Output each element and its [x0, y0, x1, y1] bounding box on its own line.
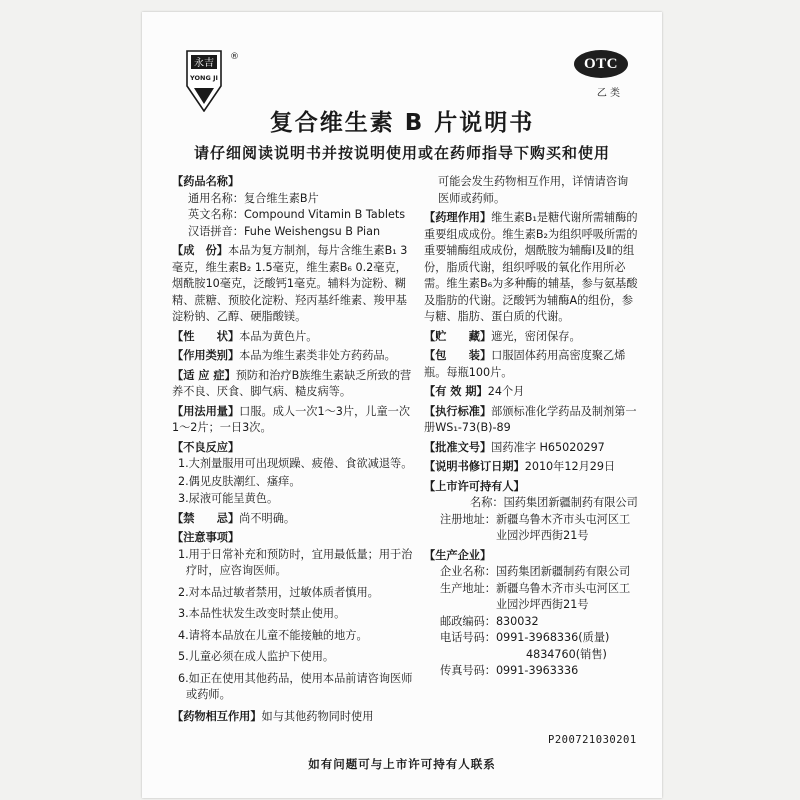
footer-note: 如有问题可与上市许可持有人联系 — [308, 757, 496, 771]
pharm-label: 【药理作用】 — [424, 211, 492, 224]
composition-text: 本品为复方制剂，每片含维生素B₁ 3毫克，维生素B₂ 1.5毫克，维生素B₆ 0.2毫克，烟酰胺10毫克，泛酸钙1毫克。辅料为淀粉、糊精、蔗糖、预胶化淀粉、羟丙基纤维素、羧甲基淀粉钠、乙醇、硬脂酸镁。 — [172, 244, 408, 323]
phone-sales: 4834760(销售) — [525, 647, 607, 661]
yongji-logo — [186, 50, 222, 112]
approval-section — [424, 440, 638, 457]
properties-section — [172, 329, 414, 346]
interaction-section — [172, 709, 414, 726]
otc-class-label: 乙 类 — [596, 88, 620, 99]
indications-text: 预防和治疗B族维生素缺乏所致的营养不良、厌食、脚气病、糙皮病等。 — [172, 368, 412, 398]
properties-text: 本品为黄色片。 — [239, 329, 318, 343]
left-column — [172, 174, 414, 728]
document-subtitle: 请仔细阅读说明书并按说明使用或在药师指导下购买和使用 — [193, 144, 610, 162]
precaution-item: 5.儿童必须在成人监护下使用。 — [178, 650, 335, 663]
revision-text: 2010年12月29日 — [524, 460, 616, 473]
standard-text: 部颁标准化学药品及制剂第一册WS₁-73(B)-89 — [424, 404, 637, 434]
package-section — [424, 348, 638, 381]
maker-address-value: 新疆乌鲁木齐市头屯河区工业园沙坪西街21号 — [495, 581, 631, 611]
contraindications-section — [172, 511, 414, 528]
holder-address — [424, 512, 638, 545]
approval-text: 国药准字 H65020297 — [491, 440, 605, 454]
maker-address-key: 生产地址： — [440, 581, 496, 595]
approval-label: 【批准文号】 — [424, 440, 492, 454]
maker-address — [424, 581, 638, 614]
postal-code: 邮政编码：830032 — [440, 614, 539, 628]
storage-text: 遮光，密闭保存。 — [491, 329, 581, 343]
phone-quality: 0991-3968336(质量) — [495, 631, 610, 644]
pinyin-name: 汉语拼音：Fuhe Weishengsu B Pian — [188, 224, 381, 238]
logo-text-top: 永吉 — [194, 58, 214, 69]
holder-address-value: 新疆乌鲁木齐市头屯河区工业园沙坪西街21号 — [495, 512, 631, 542]
generic-name: 通用名称：复合维生素B片 — [188, 191, 319, 205]
phone — [424, 630, 638, 663]
category-label: 【作用类别】 — [172, 349, 240, 362]
revision-section — [424, 459, 638, 476]
precaution-item: 6.如正在使用其他药品，使用本品前请咨询医师或药师。 — [178, 671, 413, 701]
phone-key: 电话号码： — [440, 631, 496, 644]
pharm-text: 维生素B₁是糖代谢所需辅酶的重要组成成份。维生素B₂为组织呼吸所需的重要辅酶组成成份，烟酰胺为辅酶Ⅰ及Ⅱ的组份，脂质代谢，组织呼吸的氧化作用所必需。维生素B₆为多种酶的辅基，参与氨基酸及脂肪的代谢。泛酸钙为辅酶A的组份，参与糖、脂肪、蛋白质的代谢。 — [424, 211, 638, 323]
drug-name-section — [172, 174, 414, 240]
revision-label: 【说明书修订日期】 — [424, 460, 525, 473]
package-text: 口服固体药用高密度聚乙烯瓶。每瓶100片。 — [424, 349, 626, 379]
adverse-section — [172, 440, 414, 508]
instruction-sheet — [142, 12, 662, 798]
holder-section — [424, 479, 638, 545]
storage-label: 【贮 藏】 — [424, 329, 492, 343]
maker-section — [424, 548, 638, 680]
adverse-label: 【不良反应】 — [172, 440, 240, 454]
holder-address-key: 注册地址： — [440, 512, 496, 526]
holder-label: 【上市许可持有人】 — [424, 479, 525, 493]
registered-mark: ® — [230, 52, 239, 62]
precaution-item: 4.请将本品放在儿童不能接触的地方。 — [178, 628, 368, 642]
validity-label: 【有 效 期】 — [424, 385, 488, 398]
interaction-label: 【药物相互作用】 — [172, 709, 262, 723]
adverse-item: 2.偶见皮肤潮红、瘙痒。 — [178, 474, 301, 488]
interaction-text: 如与其他药物同时使用 — [261, 709, 374, 723]
contra-text: 尚不明确。 — [239, 511, 296, 525]
precautions-label: 【注意事项】 — [172, 531, 240, 544]
maker-name: 企业名称：国药集团新疆制药有限公司 — [440, 565, 631, 578]
category-text: 本品为维生素类非处方药药品。 — [239, 349, 396, 362]
composition-label: 【成 份】 — [172, 244, 228, 257]
english-name: 英文名称：Compound Vitamin B Tablets — [188, 208, 406, 221]
otc-badge: OTC — [574, 50, 628, 78]
storage-section — [424, 329, 638, 346]
phone-values — [496, 630, 609, 663]
maker-label: 【生产企业】 — [424, 548, 492, 562]
right-column — [424, 174, 638, 683]
properties-label: 【性 状】 — [172, 329, 240, 343]
validity-section — [424, 384, 638, 401]
standard-section — [424, 404, 638, 437]
print-code: P200721030201 — [548, 734, 637, 746]
pharmacology-section — [424, 210, 638, 326]
precaution-item: 2.对本品过敏者禁用，过敏体质者慎用。 — [178, 585, 379, 599]
category-section — [172, 348, 414, 365]
interaction-continued: 可能会发生药物相互作用，详情请咨询医师或药师。 — [438, 175, 629, 205]
logo-text-bottom: YONG JI — [190, 74, 218, 82]
holder-name: 名称：国药集团新疆制药有限公司 — [470, 496, 638, 509]
document-title: 复合维生素 B 片说明书 — [269, 110, 535, 136]
adverse-item: 3.尿液可能呈黄色。 — [178, 492, 279, 505]
precautions-section — [172, 530, 414, 704]
precaution-item: 1.用于日常补充和预防时，宜用最低量；用于治疗时，应咨询医师。 — [178, 547, 413, 577]
indications-section — [172, 368, 414, 401]
validity-text: 24个月 — [487, 385, 525, 398]
indications-label: 【适 应 症】 — [172, 368, 236, 382]
adverse-item: 1.大剂量服用可出现烦躁、疲倦、食欲减退等。 — [178, 457, 413, 470]
package-label: 【包 装】 — [424, 349, 492, 362]
standard-label: 【执行标准】 — [424, 404, 492, 418]
precaution-item: 3.本品性状发生改变时禁止使用。 — [178, 607, 346, 620]
contra-label: 【禁 忌】 — [172, 511, 240, 525]
dosage-text: 口服。成人一次1～3片，儿童一次1～2片；一日3次。 — [172, 404, 411, 434]
drug-name-label: 【药品名称】 — [172, 175, 240, 188]
dosage-label: 【用法用量】 — [172, 404, 240, 418]
fax: 传真号码：0991-3963336 — [440, 664, 579, 677]
composition-section — [172, 243, 414, 326]
dosage-section — [172, 404, 414, 437]
